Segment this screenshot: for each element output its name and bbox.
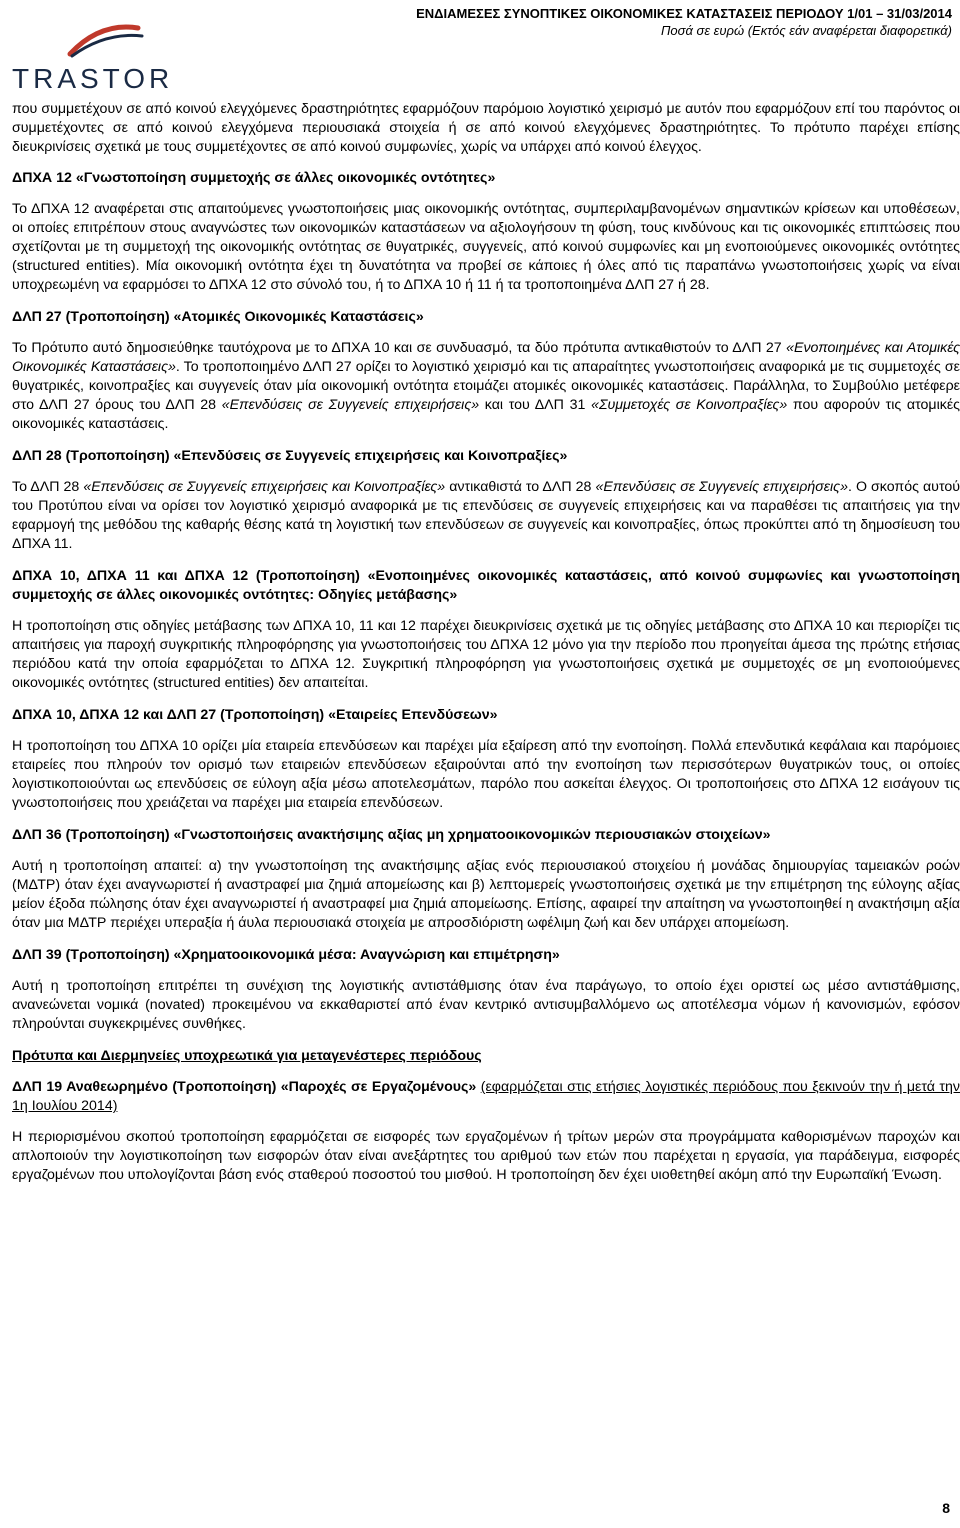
paragraph-transition-guidance: Η τροποποίηση στις οδηγίες μετάβασης των ΔΠΧΑ 10, 11 και 12 παρέχει διευκρινίσεις σχετικά με τις οδηγίες μετάβασης στο ΔΠΧΑ 10 και περιορίζει τις απαιτήσεις για παροχή συγκριτικής πληροφόρησης για γνωστοποιήσεις του ΔΠΧΑ 12 μόνο για την περίοδο που προηγείται άμεσα της πρώτης ετήσιας περιόδου κατά την οποία εφαρμόζεται το ΔΠΧΑ 12. Συγκριτική πληροφόρηση για γνωστοποιήσεις σχετικά με συμμετοχές σε μη ενοποιούμενες οικονομικές οντότητες (structured entities) δεν απαιτείται. — [12, 618, 960, 691]
heading-ias28: ΔΛΠ 28 (Τροποποίηση) «Επενδύσεις σε Συγγενείς επιχειρήσεις και Κοινοπραξίες» — [12, 448, 568, 464]
heading-ias36: ΔΛΠ 36 (Τροποποίηση) «Γνωστοποιήσεις ανακτήσιμης αξίας μη χρηματοοικονομικών περιουσιακών στοιχείων» — [12, 827, 771, 843]
page-header — [416, 6, 952, 39]
header-subtitle: Ποσά σε ευρώ (Εκτός εάν αναφέρεται διαφορετικά) — [661, 23, 952, 38]
paragraph-ias27: Το Πρότυπο αυτό δημοσιεύθηκε ταυτόχρονα με το ΔΠΧΑ 10 και σε συνδυασμό, τα δύο πρότυπα αντικαθιστούν το ΔΛΠ 27 «Ενοποιημένες και Ατομικές Οικονομικές Καταστάσεις». Το τροποποιημένο ΔΛΠ 27 ορίζει το λογιστικό χειρισμό και τις απαραίτητες γνωστοποιήσεις αναφορικά με τις συμμετοχές σε θυγατρικές, κοινοπραξίες και συγγενείς όταν μία οικονομική οντότητα ετοιμάζει ατομικές οικονομικές καταστάσεις. Παράλληλα, το Συμβούλιο μετέφερε στο ΔΛΠ 27 όρους του ΔΛΠ 28 «Επενδύσεις σε Συγγενείς επιχειρήσεις» και του ΔΛΠ 31 «Συμμετοχές σε Κοινοπραξίες» που αφορούν τις ατομικές οικονομικές καταστάσεις. — [12, 340, 960, 432]
paragraph-ias19: Η περιορισμένου σκοπού τροποποίηση εφαρμόζεται σε εισφορές των εργαζομένων ή τρίτων μερών στα προγράμματα καθορισμένων παροχών και απλοποιούν την λογιστικοποίηση των εισφορών όταν είναι ανεξάρτητες του αριθμού των ετών που παρέχεται η εργασία, για παράδειγμα, εισφορές εργαζομένων που υπολογίζονται βάση ενός σταθερού ποσοστού του μισθού. Η τροποποίηση δεν έχει υιοθετηθεί ακόμη από την Ευρωπαϊκή Ένωση. — [12, 1129, 960, 1183]
svg-text:TRASTOR: TRASTOR — [12, 63, 174, 94]
paragraph-intro: που συμμετέχουν σε από κοινού ελεγχόμενες δραστηριότητες εφαρμόζουν παρόμοιο λογιστικό χειρισμό με αυτόν που εφαρμόζουν επί του παρόντος οι συμμετέχοντες σε από κοινού ελεγχόμενα περιουσιακά στοιχεία ή σε από κοινού ελεγχόμενες δραστηριότητες. Το πρότυπο παρέχει επίσης διευκρινίσεις σχετικά με τους συμμετέχοντες σε από κοινού συμφωνίες, χωρίς να υπάρχει από κοινού έλεγχος. — [12, 101, 960, 155]
heading-ias19: ΔΛΠ 19 Αναθεωρημένο (Τροποποίηση) «Παροχές σε Εργαζομένους» (εφαρμόζεται στις ετήσιες λογιστικές περιόδους που ξεκινούν την ή μετά την 1η Ιουλίου 2014) — [12, 1079, 960, 1114]
page-number: 8 — [942, 1500, 950, 1516]
heading-ias27: ΔΛΠ 27 (Τροποποίηση) «Ατομικές Οικονομικές Καταστάσεις» — [12, 309, 424, 325]
heading-ifrs12: ΔΠΧΑ 12 «Γνωστοποίηση συμμετοχής σε άλλες οικονομικές οντότητες» — [12, 170, 496, 186]
paragraph-investment-entities: Η τροποποίηση του ΔΠΧΑ 10 ορίζει μία εταιρεία επενδύσεων και παρέχει μία εξαίρεση από την ενοποίηση. Πολλά επενδυτικά κεφάλαια και παρόμοιες εταιρείες που πληρούν τον ορισμό των εταιρειών επενδύσεων εξαιρούνται από την ενοποίηση των περισσότερων θυγατρικών τους, οι οποίες λογιστικοποιούνται ως επενδύσεις σε εύλογη αξία μέσω αποτελεσμάτων, παρόλο που ασκείται έλεγχος. Οι τροποποιήσεις στο ΔΠΧΑ 12 εισάγουν τις γνωστοποιήσεις που χρειάζεται να παρέχει μια εταιρεία επενδύσεων. — [12, 738, 960, 811]
document-body — [12, 100, 960, 1185]
heading-future-standards: Πρότυπα και Διερμηνείες υποχρεωτικά για μεταγενέστερες περιόδους — [12, 1048, 482, 1064]
paragraph-ias39: Αυτή η τροποποίηση επιτρέπει τη συνέχιση της λογιστικής αντιστάθμισης όταν ένα παράγωγο, το οποίο έχει οριστεί ως μέσο αντιστάθμισης, ανανεώνεται νομικά (novated) προκειμένου να εκκαθαριστεί από έναν κεντρικό αντισυμβαλλόμενο ως αποτέλεσμα νόμων ή κανονισμών, εφόσον πληρούνται συγκεκριμένες συνθήκες. — [12, 978, 960, 1032]
trastor-logo — [10, 14, 180, 94]
paragraph-ias36: Αυτή η τροποποίηση απαιτεί: α) την γνωστοποίηση της ανακτήσιμης αξίας ενός περιουσιακού στοιχείου ή μονάδας δημιουργίας ταμειακών ροών (ΜΔΤΡ) όταν έχει αναγνωριστεί ή αναστραφεί μια ζημιά απομείωσης και β) λεπτομερείς γνωστοποιήσεις σχετικά με την επιμέτρηση της εύλογης αξίας μείον έξοδα πώλησης όταν έχει αναγνωριστεί ή αναστραφεί μια ζημιά απομείωσης. Επίσης, αφαιρεί την απαίτηση να γνωστοποιηθεί η ανακτήσιμη αξία όταν μια ΜΔΤΡ περιέχει υπεραξία ή άυλα περιουσιακά στοιχεία με απροσδιόριστη ωφέλιμη ζωή και δεν υπάρχει απομείωση. — [12, 858, 960, 931]
header-title: ΕΝΔΙΑΜΕΣΕΣ ΣΥΝΟΠΤΙΚΕΣ ΟΙΚΟΝΟΜΙΚΕΣ ΚΑΤΑΣΤΑΣΕΙΣ ΠΕΡΙΟΔΟΥ 1/01 – 31/03/2014 — [416, 6, 952, 21]
heading-transition-guidance: ΔΠΧΑ 10, ΔΠΧΑ 11 και ΔΠΧΑ 12 (Τροποποίηση) «Ενοποιημένες οικονομικές καταστάσεις, από κοινού συμφωνίες και γνωστοποίηση συμμετοχής σε άλλες οικονομικές οντότητες: Οδηγίες μετάβασης» — [12, 568, 960, 603]
paragraph-ifrs12: Το ΔΠΧΑ 12 αναφέρεται στις απαιτούμενες γνωστοποιήσεις μιας οικονομικής οντότητας, συμπεριλαμβανομένων σημαντικών κρίσεων και υποθέσεων, οι οποίες επιτρέπουν στους αναγνώστες των οικονομικών καταστάσεων να αξιολογήσουν τη φύση, τους κινδύνους και τις οικονομικές επιπτώσεις που σχετίζονται με τη συμμετοχή της οικονομικής οντότητας σε θυγατρικές, συγγενείς, από κοινού συμφωνίες και μη ενοποιούμενες οικονομικές οντότητες (structured entities). Μία οικονομική οντότητα έχει τη δυνατότητα να προβεί σε κάποιες ή όλες από τις παραπάνω γνωστοποιήσεις χωρίς να είναι υποχρεωμένη να εφαρμόσει το ΔΠΧΑ 12 στο σύνολό του, ή το ΔΠΧΑ 10 ή 11 ή τα τροποποιημένα ΔΛΠ 27 ή 28. — [12, 201, 960, 293]
heading-investment-entities: ΔΠΧΑ 10, ΔΠΧΑ 12 και ΔΛΠ 27 (Τροποποίηση) «Εταιρείες Επενδύσεων» — [12, 707, 498, 723]
paragraph-ias28: Το ΔΛΠ 28 «Επενδύσεις σε Συγγενείς επιχειρήσεις και Κοινοπραξίες» αντικαθιστά το ΔΛΠ 28 «Επενδύσεις σε Συγγενείς επιχειρήσεις». Ο σκοπός αυτού του Προτύπου είναι να ορίσει τον λογιστικό χειρισμό αναφορικά με τις επενδύσεις σε συγγενείς επιχειρήσεις και να παραθέσει τις απαιτήσεις για την εφαρμογή της μεθόδου της καθαρής θέσης κατά τη λογιστική των επενδύσεων σε συγγενείς και κοινοπραξίες, όπως προκύπτει από τη δημοσίευση του ΔΠΧΑ 11. — [12, 479, 960, 552]
heading-ias39: ΔΛΠ 39 (Τροποποίηση) «Χρηματοοικονομικά μέσα: Αναγνώριση και επιμέτρηση» — [12, 947, 560, 963]
